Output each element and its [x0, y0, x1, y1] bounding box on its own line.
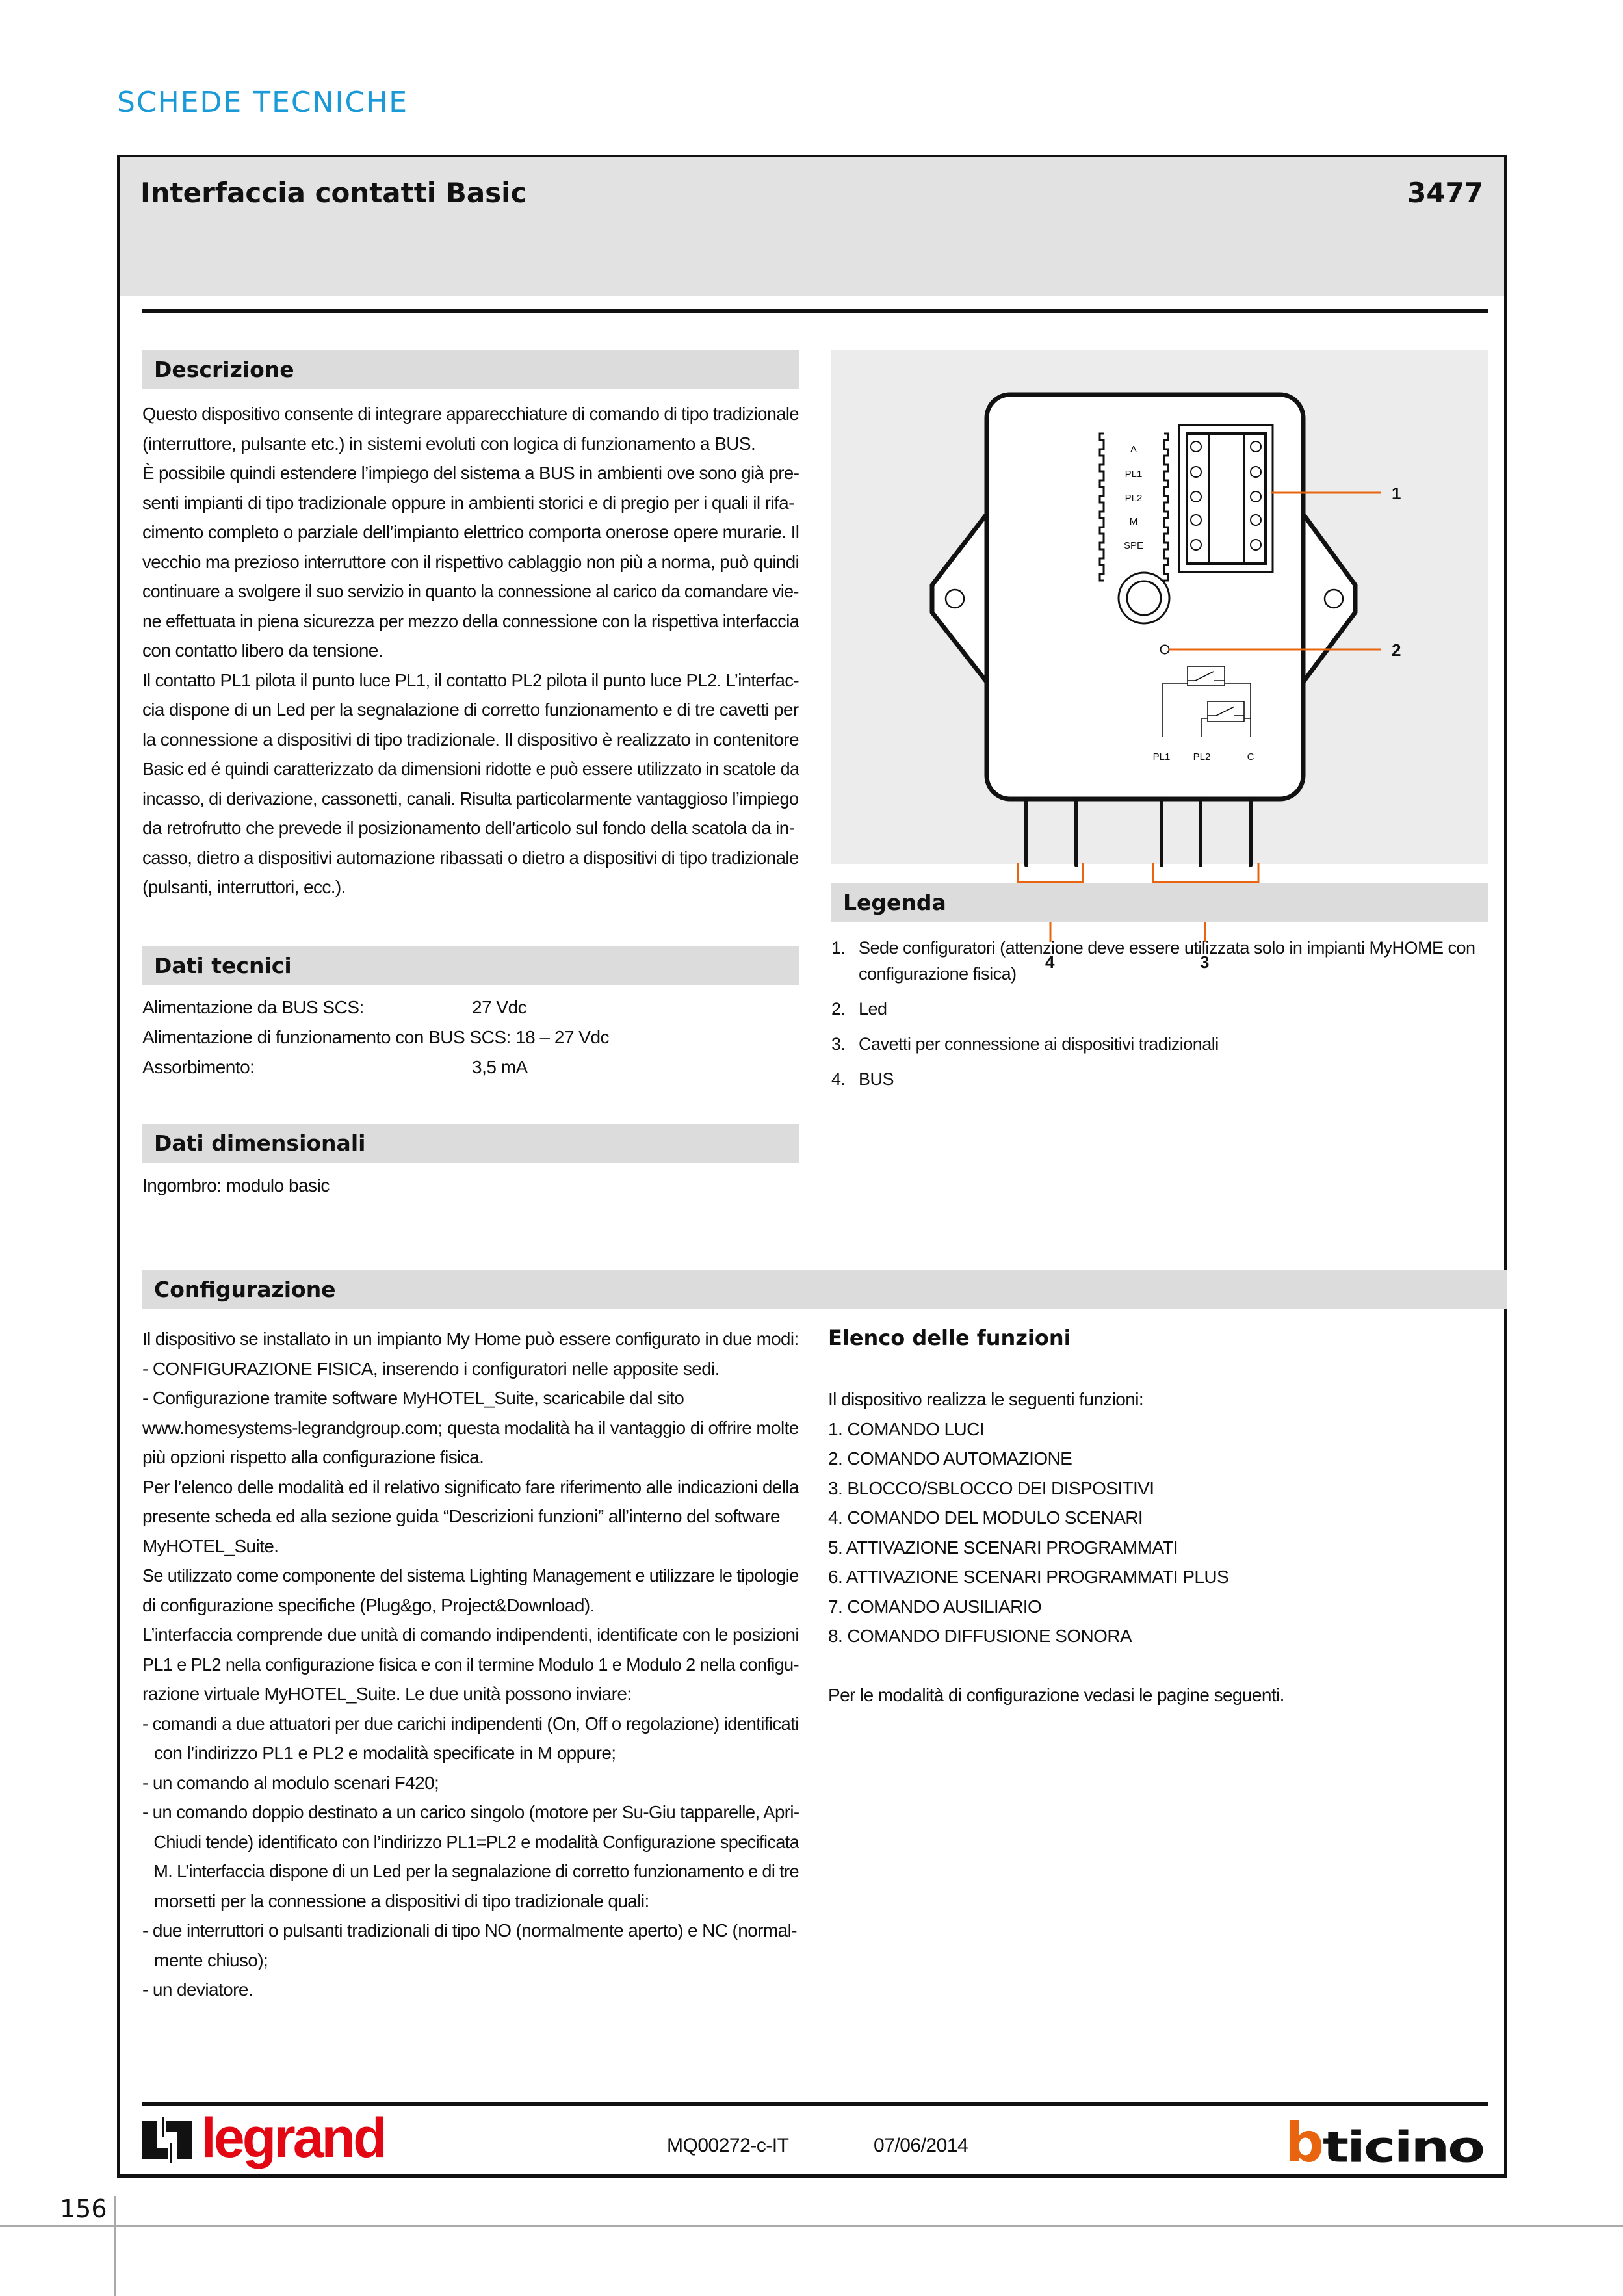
- legrand-logo: [142, 2107, 385, 2169]
- configuration-line: MyHOTEL_Suite.: [142, 1535, 279, 1556]
- section-bar-dati-dimensionali: [142, 1124, 799, 1163]
- tech-label-text: Alimentazione di funzionamento con BUS SCS:: [142, 1027, 511, 1047]
- relay-label-pl2: PL2: [1193, 751, 1211, 763]
- functions-note: Per le modalità di configurazione vedasi le pagine seguenti.: [828, 1684, 1284, 1705]
- section-bar-legenda: [831, 883, 1488, 922]
- config-label-a: A: [1130, 444, 1137, 455]
- tech-label: Assorbimento:: [142, 1057, 255, 1077]
- description-line: Basic ed é quindi caratterizzato da dimensioni ridotte e può essere utilizzato in scatole da: [142, 759, 799, 779]
- legend-item: [831, 1066, 1488, 1092]
- legend-list: [831, 935, 1488, 1101]
- configuration-line: - comandi a due attuatori per due carichi indipendenti (On, Off o regolazione) identificati: [142, 1713, 799, 1734]
- legend-number: 3.: [831, 1034, 846, 1054]
- legend-item: [831, 996, 1488, 1022]
- bticino-wordmark: ticino: [1322, 2122, 1483, 2172]
- description-line: cimento completo o parziale dell’impianto elettrico comporta onerose opere murarie. Il: [142, 522, 799, 542]
- legend-text: Sede configuratori (attenzione deve essere utilizzata solo in impianti MyHOME con: [859, 938, 1475, 958]
- legend-number: 4.: [831, 1069, 846, 1089]
- section-bar-dati-tecnici: [142, 946, 799, 985]
- legend-text: Led: [859, 999, 887, 1019]
- configuration-line: - due interruttori o pulsanti tradizionali di tipo NO (normalmente aperto) e NC (normal-: [142, 1920, 797, 1940]
- function-item: 6. ATTIVAZIONE SCENARI PROGRAMMATI PLUS: [828, 1567, 1229, 1587]
- configuration-line: L’interfaccia comprende due unità di comando indipendenti, identificate con le posizioni: [142, 1624, 799, 1645]
- tech-label: [142, 1027, 609, 1048]
- legend-item: [831, 935, 1488, 987]
- configuration-line: - un comando al modulo scenari F420;: [142, 1772, 439, 1793]
- section-title: Dati dimensionali: [154, 1130, 366, 1156]
- configuration-line: razione virtuale MyHOTEL_Suite. Le due unità possono inviare:: [142, 1684, 632, 1704]
- led-icon: [1161, 646, 1169, 654]
- product-title: Interfaccia contatti Basic: [140, 177, 527, 209]
- legend-item: [831, 1031, 1488, 1057]
- description-line: (interruttore, pulsante etc.) in sistemi evoluti con logica di funzionamento a BUS.: [142, 433, 756, 454]
- description-line: Questo dispositivo consente di integrare apparecchiature di comando di tipo tradizionale: [142, 404, 799, 424]
- configuration-line: più opzioni rispetto alla configurazione fisica.: [142, 1447, 484, 1467]
- document-code: MQ00272-c-IT: [667, 2135, 789, 2156]
- data-sheet: [117, 155, 1507, 2178]
- section-title: Configurazione: [154, 1277, 336, 1302]
- dimension-text: Ingombro: modulo basic: [142, 1175, 330, 1195]
- description-line: continuare a svolgere il suo servizio in quanto la connessione al carico da comandare vie-: [142, 581, 799, 601]
- section-title: Legenda: [843, 890, 946, 915]
- tech-label: Alimentazione da BUS SCS:: [142, 997, 364, 1017]
- legend-text: Cavetti per connessione ai dispositivi tradizionali: [859, 1034, 1219, 1054]
- relay-label-c: C: [1247, 751, 1254, 763]
- description-line: incasso, di derivazione, cassonetti, canali. Risulta particolarmente vantaggioso l’impiego: [142, 788, 799, 809]
- configuration-line: Chiudi tende) identificato con l’indirizzo PL1=PL2 e modalità Configurazione specificata: [153, 1831, 799, 1852]
- legrand-symbol-icon: [142, 2117, 192, 2163]
- function-item: 2. COMANDO AUTOMAZIONE: [828, 1448, 1072, 1468]
- description-line: ne effettuata in piena sicurezza per mezzo della connessione con la rispettiva interfaccia: [142, 610, 799, 631]
- configuration-line: - Configurazione tramite software MyHOTEL_Suite, scaricabile dal sito: [142, 1388, 684, 1408]
- functions-intro: Il dispositivo realizza le seguenti funzioni:: [828, 1389, 1144, 1409]
- legrand-wordmark: legrand: [201, 2107, 385, 2169]
- series-title: SCHEDE TECNICHE: [117, 86, 409, 119]
- product-header: [120, 157, 1504, 296]
- function-item: 4. COMANDO DEL MODULO SCENARI: [828, 1507, 1143, 1528]
- configuration-line: - un deviatore.: [142, 1979, 253, 2000]
- configuration-line: presente scheda ed alla sezione guida “Descrizioni funzioni” all’interno del software: [142, 1506, 780, 1526]
- configuration-line: - CONFIGURAZIONE FISICA, inserendo i configuratori nelle apposite sedi.: [142, 1358, 720, 1379]
- bticino-logo: [1284, 2111, 1483, 2174]
- description-line: con contatto libero da tensione.: [142, 640, 383, 660]
- legend-number: 2.: [831, 999, 846, 1019]
- description-line: la connessione a dispositivi di tipo tradizionale. Il dispositivo è realizzato in contenitore: [142, 729, 799, 750]
- callout-1: 1: [1392, 484, 1401, 503]
- legend-text: configurazione fisica): [859, 964, 1017, 984]
- section-bar-configurazione: [142, 1270, 1507, 1309]
- header-divider: [142, 309, 1488, 313]
- description-line: vecchio ma prezioso interruttore con il rispettivo cablaggio non più a norma, può quindi: [142, 551, 799, 572]
- configuration-text: [142, 1324, 799, 2005]
- tech-value: 18 – 27 Vdc: [515, 1027, 610, 1047]
- configuration-line: Se utilizzato come componente del sistema Lighting Management e utilizzare le tipologie: [142, 1565, 799, 1585]
- legend-number: 1.: [831, 938, 846, 958]
- config-label-pl1: PL1: [1124, 469, 1143, 480]
- mount-hole-left-icon: [946, 590, 964, 608]
- description-line: casso, dietro a dispositivi automazione ribassati o dietro a dispositivi di tipo tradizionale: [142, 847, 799, 868]
- legend-text: BUS: [859, 1069, 894, 1089]
- callout-4: 4: [1045, 952, 1055, 972]
- configuration-line: di configurazione specifiche (Plug&go, Project&Download).: [142, 1595, 595, 1615]
- configuration-line: Per l’elenco delle modalità ed il relativo significato fare riferimento alle indicazioni della: [142, 1476, 799, 1497]
- description-line: senti impianti di tipo tradizionale oppure in ambienti storici e di pregio per i quali il rifa-: [142, 492, 794, 513]
- description-line: Il contatto PL1 pilota il punto luce PL1, il contatto PL2 pilota il punto luce PL2. L’interfac-: [142, 670, 799, 690]
- configuration-line: mente chiuso);: [154, 1950, 268, 1970]
- section-title: Descrizione: [154, 357, 294, 382]
- function-item: 1. COMANDO LUCI: [828, 1418, 984, 1439]
- config-label-pl2: PL2: [1124, 493, 1143, 504]
- functions-title: Elenco delle funzioni: [828, 1325, 1071, 1350]
- document-date: 07/06/2014: [874, 2135, 968, 2156]
- description-line: È possibile quindi estendere l’impiego del sistema a BUS in ambienti ove sono già pre-: [142, 463, 799, 483]
- configuration-line: - un comando doppio destinato a un carico singolo (motore per Su-Giu tapparelle, Apri-: [142, 1802, 799, 1822]
- config-label-m: M: [1129, 516, 1138, 527]
- function-item: 5. ATTIVAZIONE SCENARI PROGRAMMATI: [828, 1537, 1178, 1558]
- config-label-spe: SPE: [1123, 540, 1144, 551]
- footer-divider: [142, 2102, 1488, 2106]
- callout-2: 2: [1392, 640, 1401, 660]
- configuration-line: Il dispositivo se installato in un impianto My Home può essere configurato in due modi:: [142, 1329, 799, 1349]
- function-item: 3. BLOCCO/SBLOCCO DEI DISPOSITIVI: [828, 1478, 1154, 1498]
- configuration-line: M. L’interfaccia dispone di un Led per la segnalazione di corretto funzionamento e di tre: [153, 1861, 799, 1881]
- function-item: 8. COMANDO DIFFUSIONE SONORA: [828, 1626, 1132, 1646]
- configuration-line: morsetti per la connessione a dispositivi di tipo tradizionale quali:: [154, 1890, 649, 1911]
- description-text: [142, 399, 799, 902]
- configuration-line: con l’indirizzo PL1 e PL2 e modalità specificate in M oppure;: [154, 1743, 616, 1763]
- configuration-line: www.homesystems-legrandgroup.com; questa modalità ha il vantaggio di offrire molte: [142, 1417, 799, 1438]
- mount-hole-right-icon: [1325, 590, 1343, 608]
- relay-label-pl1: PL1: [1152, 751, 1171, 763]
- product-code: 3477: [1407, 177, 1483, 209]
- description-line: da retrofrutto che prevede il posizionamento dell’articolo sul fondo della scatola da in-: [142, 818, 795, 838]
- description-line: (pulsanti, interruttori, ecc.).: [142, 877, 346, 897]
- section-bar-descrizione: [142, 350, 799, 389]
- bticino-b: b: [1284, 2111, 1323, 2174]
- description-line: cia dispone di un Led per la segnalazione di corretto funzionamento e di tre cavetti per: [142, 699, 799, 720]
- tech-value: 27 Vdc: [472, 997, 527, 1017]
- page-bottom-line: [0, 2225, 1623, 2227]
- page-number: 156: [60, 2195, 107, 2223]
- section-title: Dati tecnici: [154, 953, 292, 978]
- page-margin-line: [114, 2196, 116, 2296]
- function-item: 7. COMANDO AUSILIARIO: [828, 1596, 1042, 1617]
- configuration-line: PL1 e PL2 nella configurazione fisica e con il termine Modulo 1 e Modulo 2 nella configu-: [142, 1654, 799, 1675]
- functions-list: [828, 1385, 1485, 1710]
- callout-3: 3: [1200, 952, 1210, 972]
- tech-value: 3,5 mA: [472, 1057, 528, 1077]
